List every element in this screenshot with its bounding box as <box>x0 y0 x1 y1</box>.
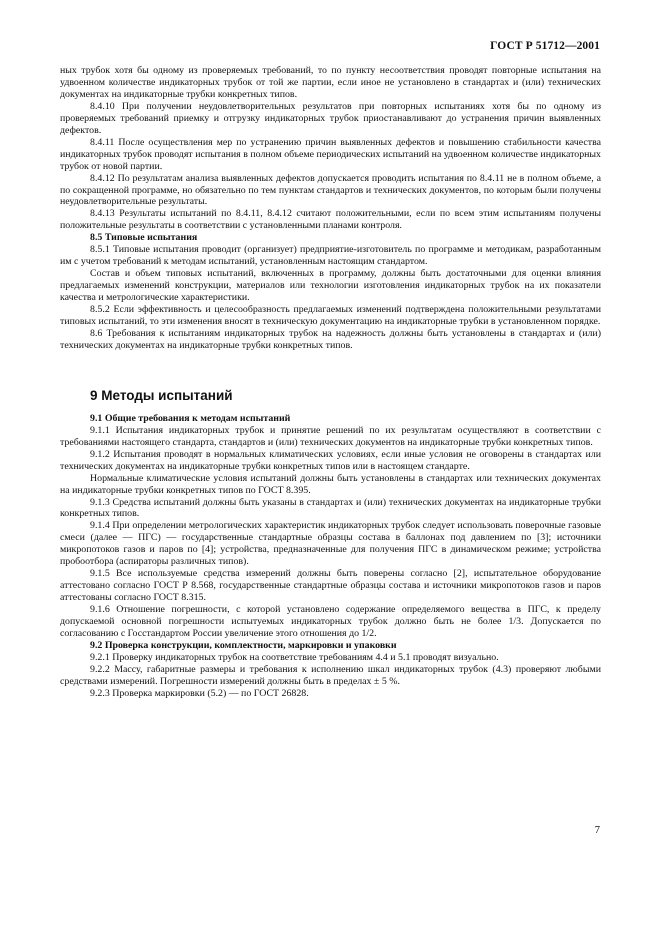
paragraph: ных трубок хотя бы одному из проверяемых требований, то по пункту несоответствия проводят повторные испытания на удвоенном количестве индикаторных трубок от той же партии, если иное не установлено в стандартах и (или) технических документах на индикаторные трубки конкретных типов. <box>60 65 601 100</box>
page-number: 7 <box>594 825 600 836</box>
page-header: ГОСТ Р 51712—2001 <box>490 40 600 52</box>
paragraph-9-1-4: 9.1.4 При определении метрологических характеристик индикаторных трубок следует использовать поверочные газовые смеси (далее — ПГС) — государственные стандартные образцы состава в баллонах под давлением по [3]; источники микропотоков газов и паров по [4]; устройства, предназначенные для получения ПГС в динамическом режиме; устройства пробоотбора (аспираторы различных типов). <box>60 520 601 568</box>
document-body <box>60 65 601 700</box>
paragraph: Нормальные климатические условия испытаний должны быть установлены в стандартах или технических документах на индикаторные трубки конкретных типов по ГОСТ 8.395. <box>60 472 601 496</box>
paragraph-8-4-12: 8.4.12 По результатам анализа выявленных дефектов допускается проводить испытания по 8.4.11 не в полном объеме, а по сокращенной программе, но обязательно по тем пунктам стандартов и технических документов, по которым были получены неудовлетворительные результаты. <box>60 172 601 208</box>
paragraph-9-2-1: 9.2.1 Проверку индикаторных трубок на соответствие требованиям 4.4 и 5.1 проводят визуально. <box>90 651 499 663</box>
paragraph: Состав и объем типовых испытаний, включенных в программу, должны быть достаточными для оценки влияния предлагаемых изменений конструкции, материалов или технологии изготовления индикаторных трубок на их показатели качества и метрологические характеристики. <box>60 268 601 304</box>
subsection-heading-8-5: 8.5 Типовые испытания <box>90 232 198 244</box>
paragraph-8-5-1: 8.5.1 Типовые испытания проводит (организует) предприятие-изготовитель по программе и методикам, разработанным им с учетом требований к методам испытаний, установленным настоящим стандартом. <box>60 244 601 268</box>
paragraph-8-4-13: 8.4.13 Результаты испытаний по 8.4.11, 8.4.12 считают положительными, если по всем этим испытаниям получены положительные результаты в соответствии с установленными планами контроля. <box>60 208 601 232</box>
section-title-9: 9 Методы испытаний <box>90 387 233 403</box>
paragraph-9-1-5: 9.1.5 Все используемые средства измерений должны быть поверены согласно [2], испытательное оборудование аттестовано согласно ГОСТ Р 8.568, государственные стандартные образцы состава и источники микропотоков газов и паров аттестованы согласно ГОСТ 8.315. <box>60 568 601 604</box>
paragraph-8-4-10: 8.4.10 При получении неудовлетворительных результатов при повторных испытаниях хотя бы по одному из проверяемых требований приемку и отгрузку индикаторных трубок приостанавливают до устранения причин выявленных дефектов. <box>60 100 601 136</box>
paragraph-9-1-2: 9.1.2 Испытания проводят в нормальных климатических условиях, если иные условия не оговорены в стандартах или технических документах на индикаторные трубки конкретных типов или в настоящем стандарте. <box>60 448 601 472</box>
paragraph-8-6: 8.6 Требования к испытаниям индикаторных трубок на надежность должны быть установлены в стандартах и (или) технических документах на индикаторные трубки конкретных типов. <box>60 327 601 351</box>
paragraph-8-5-2: 8.5.2 Если эффективность и целесообразность предлагаемых изменений подтверждена положительными результатами типовых испытаний, то эти изменения вносят в техническую документацию на индикаторные трубки в установленном порядке. <box>60 304 601 328</box>
subsection-heading-9-2: 9.2 Проверка конструкции, комплектности, маркировки и упаковки <box>90 639 397 651</box>
paragraph-9-1-1: 9.1.1 Испытания индикаторных трубок и принятие решений по их результатам осуществляют в соответствии с требованиями настоящего стандарта, стандартов и (или) технических документов на индикаторные трубки конкретных типов. <box>60 424 601 448</box>
paragraph-9-1-6: 9.1.6 Отношение погрешности, с которой установлено содержание определяемого вещества в ПГС, к пределу допускаемой основной погрешности испытуемых индикаторных трубок должно быть не более 1/3. Допускается по согласованию с Госстандартом России увеличение этого отношения до 1/2. <box>60 604 601 639</box>
paragraph-9-2-2: 9.2.2 Массу, габаритные размеры и требования к исполнению шкал индикаторных трубок (4.3) проверяют любыми средствами измерений. Погрешности измерений должны быть в пределах ± 5 %. <box>60 663 601 687</box>
subsection-heading-9-1: 9.1 Общие требования к методам испытаний <box>90 412 291 424</box>
paragraph-9-1-3: 9.1.3 Средства испытаний должны быть указаны в стандартах и (или) технических документах на индикаторные трубки конкретных типов. <box>60 496 601 520</box>
paragraph-9-2-3: 9.2.3 Проверка маркировки (5.2) — по ГОСТ 26828. <box>90 687 309 699</box>
paragraph-8-4-11: 8.4.11 После осуществления мер по устранению причин выявленных дефектов и повышению стабильности качества индикаторных трубок проводят испытания в полном объеме периодических испытаний на удвоенном количестве индикаторных трубок от новой партии. <box>60 136 601 172</box>
